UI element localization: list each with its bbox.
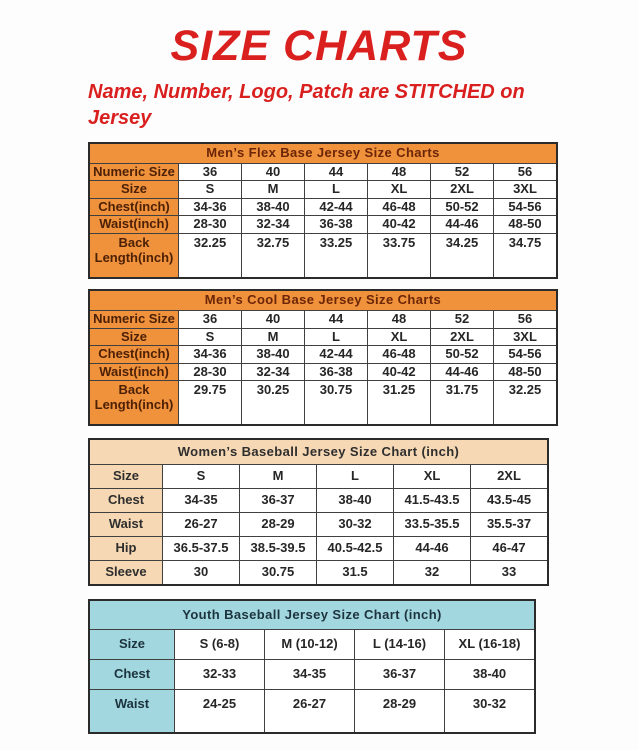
size-value-cell: 36-38: [305, 216, 368, 234]
size-value-cell: 34-36: [179, 198, 242, 216]
row-header-cell: Size: [89, 328, 179, 346]
size-value-cell: 46-48: [368, 346, 431, 364]
size-value-cell: 40-42: [368, 363, 431, 381]
size-value-cell: 35.5-37: [471, 513, 549, 537]
size-value-cell: L: [317, 465, 394, 489]
size-value-cell: 32: [394, 561, 471, 586]
size-value-cell: S: [179, 181, 242, 199]
row-header-cell: Back Length(inch): [89, 233, 179, 278]
size-value-cell: 3XL: [494, 181, 558, 199]
row-header-cell: Size: [89, 630, 175, 660]
size-value-cell: 2XL: [431, 328, 494, 346]
row-header-cell: Chest(inch): [89, 198, 179, 216]
table-row: [89, 233, 557, 278]
table-row: [89, 465, 548, 489]
table-row: [89, 198, 557, 216]
size-value-cell: XL (16-18): [445, 630, 536, 660]
size-value-cell: S: [179, 328, 242, 346]
row-header-cell: Size: [89, 181, 179, 199]
row-header-cell: Size: [89, 465, 163, 489]
size-value-cell: 34.75: [494, 233, 558, 278]
size-tables: [0, 142, 638, 734]
size-value-cell: 38-40: [242, 346, 305, 364]
size-value-cell: XL: [368, 328, 431, 346]
table-title-band: Men’s Cool Base Jersey Size Charts: [89, 290, 557, 311]
size-value-cell: 30-32: [445, 690, 536, 734]
size-value-cell: 38.5-39.5: [240, 537, 317, 561]
size-value-cell: 32.25: [179, 233, 242, 278]
table-row: [89, 328, 557, 346]
row-header-cell: Chest: [89, 660, 175, 690]
page-title: SIZE CHARTS: [170, 22, 468, 70]
size-value-cell: 48: [368, 310, 431, 328]
size-value-cell: 3XL: [494, 328, 558, 346]
size-value-cell: L (14-16): [355, 630, 445, 660]
size-value-cell: M: [242, 181, 305, 199]
row-header-cell: Waist: [89, 690, 175, 734]
size-value-cell: 31.5: [317, 561, 394, 586]
size-value-cell: 41.5-43.5: [394, 489, 471, 513]
size-value-cell: 50-52: [431, 346, 494, 364]
size-value-cell: 30: [163, 561, 240, 586]
table-title-band: Women’s Baseball Jersey Size Chart (inch): [89, 439, 548, 465]
size-value-cell: 2XL: [431, 181, 494, 199]
size-value-cell: 32-34: [242, 216, 305, 234]
size-value-cell: 33.5-35.5: [394, 513, 471, 537]
size-value-cell: 24-25: [175, 690, 265, 734]
size-value-cell: 44-46: [431, 216, 494, 234]
size-value-cell: 38-40: [242, 198, 305, 216]
size-value-cell: 32.25: [494, 381, 558, 426]
size-value-cell: M: [240, 465, 317, 489]
size-value-cell: S (6-8): [175, 630, 265, 660]
size-value-cell: 56: [494, 310, 558, 328]
size-value-cell: 44-46: [431, 363, 494, 381]
size-value-cell: 32.75: [242, 233, 305, 278]
size-value-cell: 30.75: [305, 381, 368, 426]
size-value-cell: 36-37: [355, 660, 445, 690]
size-value-cell: 42-44: [305, 198, 368, 216]
table-row: [89, 561, 548, 586]
size-value-cell: 48: [368, 163, 431, 181]
size-value-cell: 31.75: [431, 381, 494, 426]
size-value-cell: 30.75: [240, 561, 317, 586]
size-value-cell: M (10-12): [265, 630, 355, 660]
size-value-cell: 44: [305, 163, 368, 181]
size-value-cell: 32-34: [242, 363, 305, 381]
table-row: [89, 216, 557, 234]
size-table-mens-cool-base: [88, 289, 558, 426]
table-row: [89, 381, 557, 426]
table-row: [89, 363, 557, 381]
size-value-cell: 2XL: [471, 465, 549, 489]
size-value-cell: 46-48: [368, 198, 431, 216]
table-row: [89, 537, 548, 561]
size-value-cell: 40-42: [368, 216, 431, 234]
size-value-cell: 34.25: [431, 233, 494, 278]
table-row: [89, 181, 557, 199]
size-value-cell: 36: [179, 163, 242, 181]
table-title-band: Youth Baseball Jersey Size Chart (inch): [89, 600, 535, 630]
size-value-cell: 36.5-37.5: [163, 537, 240, 561]
row-header-cell: Numeric Size: [89, 310, 179, 328]
size-value-cell: L: [305, 328, 368, 346]
size-value-cell: 36-37: [240, 489, 317, 513]
size-value-cell: 28-29: [355, 690, 445, 734]
size-value-cell: 40.5-42.5: [317, 537, 394, 561]
size-value-cell: 34-36: [179, 346, 242, 364]
size-value-cell: 26-27: [163, 513, 240, 537]
size-value-cell: 42-44: [305, 346, 368, 364]
row-header-cell: Back Length(inch): [89, 381, 179, 426]
size-value-cell: 30.25: [242, 381, 305, 426]
size-value-cell: 54-56: [494, 346, 558, 364]
table-title-band: Men’s Flex Base Jersey Size Charts: [89, 143, 557, 164]
size-table-womens-baseball: [88, 438, 549, 586]
row-header-cell: Sleeve: [89, 561, 163, 586]
row-header-cell: Waist: [89, 513, 163, 537]
table-row: [89, 690, 535, 734]
size-value-cell: 28-30: [179, 363, 242, 381]
size-value-cell: 48-50: [494, 363, 558, 381]
size-value-cell: S: [163, 465, 240, 489]
size-value-cell: 26-27: [265, 690, 355, 734]
row-header-cell: Hip: [89, 537, 163, 561]
size-value-cell: 46-47: [471, 537, 549, 561]
size-value-cell: 54-56: [494, 198, 558, 216]
size-value-cell: 30-32: [317, 513, 394, 537]
size-value-cell: 36: [179, 310, 242, 328]
table-row: [89, 660, 535, 690]
table-row: [89, 310, 557, 328]
size-value-cell: 33.25: [305, 233, 368, 278]
size-value-cell: 28-30: [179, 216, 242, 234]
size-value-cell: 44-46: [394, 537, 471, 561]
row-header-cell: Chest(inch): [89, 346, 179, 364]
size-value-cell: 33.75: [368, 233, 431, 278]
size-value-cell: 33: [471, 561, 549, 586]
size-value-cell: 43.5-45: [471, 489, 549, 513]
size-value-cell: 52: [431, 310, 494, 328]
row-header-cell: Waist(inch): [89, 363, 179, 381]
size-value-cell: 40: [242, 163, 305, 181]
size-value-cell: 38-40: [317, 489, 394, 513]
size-table-mens-flex-base: [88, 142, 558, 279]
size-value-cell: 56: [494, 163, 558, 181]
size-value-cell: 34-35: [163, 489, 240, 513]
size-value-cell: 52: [431, 163, 494, 181]
table-row: [89, 630, 535, 660]
size-value-cell: 32-33: [175, 660, 265, 690]
row-header-cell: Numeric Size: [89, 163, 179, 181]
size-value-cell: XL: [394, 465, 471, 489]
table-row: [89, 489, 548, 513]
size-value-cell: XL: [368, 181, 431, 199]
table-row: [89, 346, 557, 364]
table-row: [89, 513, 548, 537]
row-header-cell: Waist(inch): [89, 216, 179, 234]
size-table-youth-baseball: [88, 599, 536, 734]
size-value-cell: 48-50: [494, 216, 558, 234]
size-value-cell: 38-40: [445, 660, 536, 690]
size-value-cell: M: [242, 328, 305, 346]
table-row: [89, 163, 557, 181]
size-value-cell: 34-35: [265, 660, 355, 690]
size-value-cell: 31.25: [368, 381, 431, 426]
size-value-cell: 44: [305, 310, 368, 328]
size-value-cell: 36-38: [305, 363, 368, 381]
row-header-cell: Chest: [89, 489, 163, 513]
page-subtitle: Name, Number, Logo, Patch are STITCHED on Jersey: [88, 81, 525, 130]
size-value-cell: 28-29: [240, 513, 317, 537]
size-value-cell: 29.75: [179, 381, 242, 426]
size-value-cell: 50-52: [431, 198, 494, 216]
size-value-cell: L: [305, 181, 368, 199]
size-value-cell: 40: [242, 310, 305, 328]
